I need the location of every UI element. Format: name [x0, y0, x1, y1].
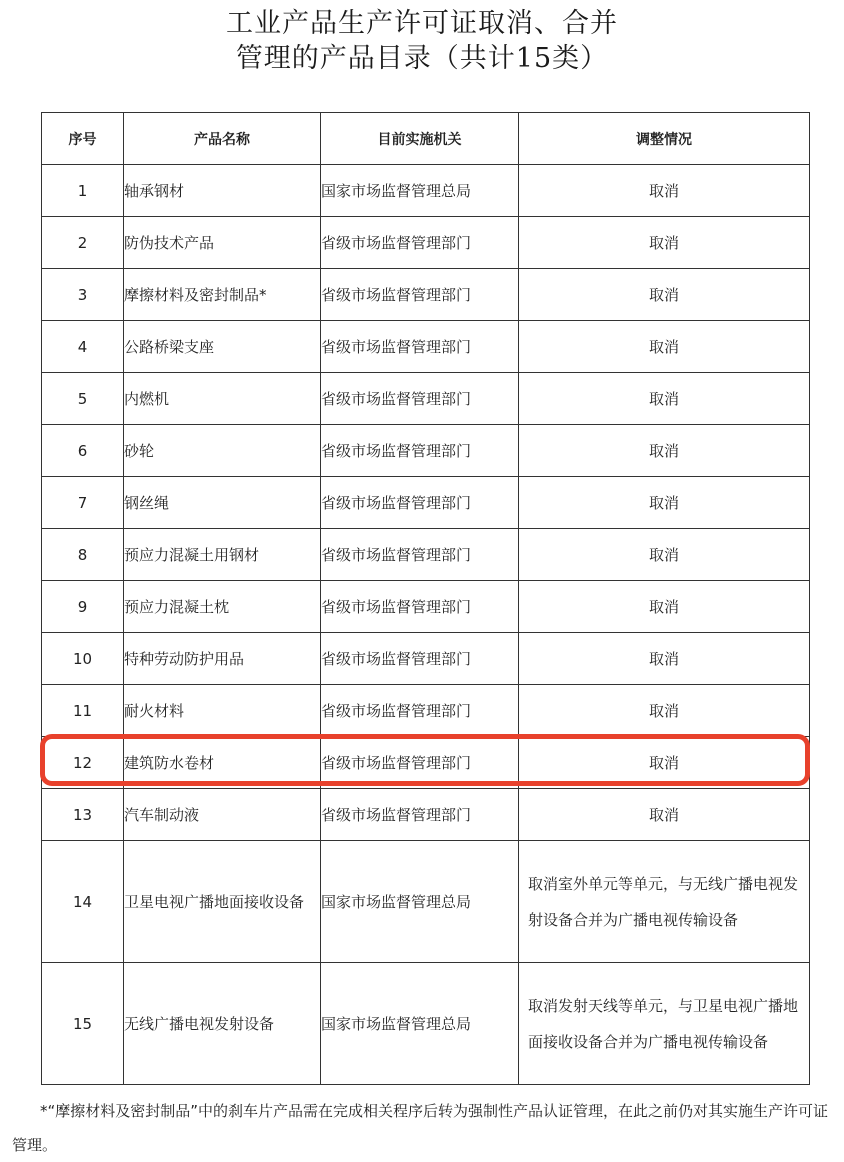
row-product-name: 耐火材料 [124, 685, 321, 737]
row-authority: 省级市场监督管理部门 [321, 269, 519, 321]
row-index: 2 [42, 217, 124, 269]
row-adjustment: 取消 [519, 425, 810, 477]
document-title [0, 6, 844, 76]
header-index: 序号 [42, 113, 124, 165]
row-product-name: 轴承钢材 [124, 165, 321, 217]
row-adjustment: 取消发射天线等单元，与卫星电视广播地面接收设备合并为广播电视传输设备 [519, 963, 810, 1085]
row-product-name: 摩擦材料及密封制品* [124, 269, 321, 321]
row-authority: 省级市场监督管理部门 [321, 321, 519, 373]
row-product-name: 卫星电视广播地面接收设备 [124, 841, 321, 963]
table-row [42, 217, 810, 269]
row-authority: 国家市场监督管理总局 [321, 841, 519, 963]
row-index: 12 [42, 737, 124, 789]
row-authority: 省级市场监督管理部门 [321, 477, 519, 529]
row-index: 8 [42, 529, 124, 581]
product-table [41, 112, 810, 1085]
row-product-name: 无线广播电视发射设备 [124, 963, 321, 1085]
row-index: 10 [42, 633, 124, 685]
row-product-name: 防伪技术产品 [124, 217, 321, 269]
row-adjustment: 取消 [519, 477, 810, 529]
table-header-row [42, 113, 810, 165]
header-product-name: 产品名称 [124, 113, 321, 165]
row-index: 15 [42, 963, 124, 1085]
row-product-name: 预应力混凝土枕 [124, 581, 321, 633]
row-authority: 省级市场监督管理部门 [321, 425, 519, 477]
table-row [42, 269, 810, 321]
table-row [42, 841, 810, 963]
footnote: *“摩擦材料及密封制品”中的刹车片产品需在完成相关程序后转为强制性产品认证管理，在此之前仍对其实施生产许可证管理。 [12, 1102, 829, 1154]
row-authority: 省级市场监督管理部门 [321, 789, 519, 841]
title-line-2: 管理的产品目录（共计15类） [235, 43, 609, 74]
table-row [42, 425, 810, 477]
row-index: 5 [42, 373, 124, 425]
table-row [42, 477, 810, 529]
row-product-name: 特种劳动防护用品 [124, 633, 321, 685]
row-index: 9 [42, 581, 124, 633]
row-authority: 省级市场监督管理部门 [321, 373, 519, 425]
row-index: 6 [42, 425, 124, 477]
row-index: 1 [42, 165, 124, 217]
table-row-highlighted [42, 737, 810, 789]
table-row [42, 529, 810, 581]
row-adjustment: 取消 [519, 581, 810, 633]
row-authority: 省级市场监督管理部门 [321, 581, 519, 633]
row-adjustment: 取消 [519, 321, 810, 373]
row-product-name: 内燃机 [124, 373, 321, 425]
row-authority: 省级市场监督管理部门 [321, 529, 519, 581]
row-adjustment: 取消 [519, 165, 810, 217]
row-authority: 省级市场监督管理部门 [321, 217, 519, 269]
table-row [42, 373, 810, 425]
header-authority: 目前实施机关 [321, 113, 519, 165]
table-row [42, 321, 810, 373]
row-authority: 省级市场监督管理部门 [321, 633, 519, 685]
table-row [42, 633, 810, 685]
row-authority: 省级市场监督管理部门 [321, 685, 519, 737]
row-index: 4 [42, 321, 124, 373]
row-adjustment: 取消 [519, 269, 810, 321]
table-row [42, 581, 810, 633]
row-product-name: 预应力混凝土用钢材 [124, 529, 321, 581]
table-row [42, 789, 810, 841]
row-product-name: 砂轮 [124, 425, 321, 477]
row-adjustment: 取消 [519, 789, 810, 841]
row-index: 11 [42, 685, 124, 737]
row-product-name: 汽车制动液 [124, 789, 321, 841]
row-product-name: 公路桥梁支座 [124, 321, 321, 373]
row-index: 14 [42, 841, 124, 963]
row-adjustment: 取消 [519, 373, 810, 425]
row-adjustment: 取消 [519, 685, 810, 737]
row-adjustment: 取消 [519, 633, 810, 685]
header-adjustment: 调整情况 [519, 113, 810, 165]
row-adjustment: 取消 [519, 529, 810, 581]
row-index: 3 [42, 269, 124, 321]
row-adjustment: 取消 [519, 217, 810, 269]
row-index: 7 [42, 477, 124, 529]
table-row [42, 165, 810, 217]
row-authority: 国家市场监督管理总局 [321, 165, 519, 217]
row-product-name: 建筑防水卷材 [124, 737, 321, 789]
row-product-name: 钢丝绳 [124, 477, 321, 529]
row-authority: 国家市场监督管理总局 [321, 963, 519, 1085]
table-row [42, 963, 810, 1085]
row-adjustment: 取消室外单元等单元，与无线广播电视发射设备合并为广播电视传输设备 [519, 841, 810, 963]
title-line-1: 工业产品生产许可证取消、合并 [226, 8, 618, 39]
table-row [42, 685, 810, 737]
row-adjustment: 取消 [519, 737, 810, 789]
row-authority: 省级市场监督管理部门 [321, 737, 519, 789]
row-index: 13 [42, 789, 124, 841]
